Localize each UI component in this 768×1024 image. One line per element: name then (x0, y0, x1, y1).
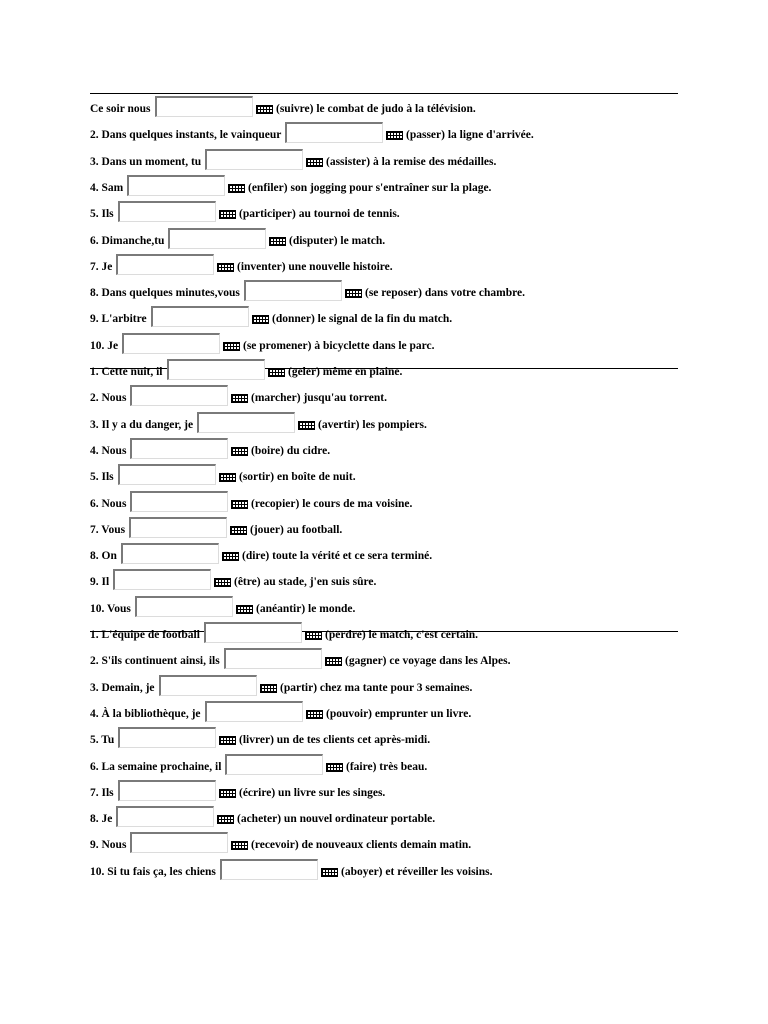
answer-input[interactable] (225, 754, 323, 775)
sentence-end: (geler) même en plaine. (288, 366, 403, 378)
answer-input[interactable] (116, 806, 214, 827)
sentence-end: (boire) du cidre. (251, 444, 331, 457)
exercise-row (90, 726, 690, 750)
answer-input[interactable] (116, 254, 214, 275)
sentence-start: 5. Tu (90, 734, 115, 747)
answer-input[interactable] (155, 96, 253, 117)
exercise-row (90, 568, 690, 592)
exercise-row (90, 227, 690, 251)
sentence-start: 4. Sam (90, 181, 124, 194)
sentence-end: (recopier) le cours de ma voisine. (251, 497, 413, 510)
exercise-row (90, 358, 690, 382)
sentence-start: 8. Dans quelques minutes,vous (90, 287, 240, 300)
sentence-end: (acheter) un nouvel ordinateur portable. (237, 813, 436, 826)
answer-input[interactable] (130, 438, 228, 459)
exercise-row (90, 253, 690, 277)
keyboard-icon[interactable] (298, 421, 315, 430)
sentence-end: (gagner) ce voyage dans les Alpes. (345, 655, 511, 668)
sentence-start: 5. Ils (90, 208, 114, 221)
sentence-start: 7. Vous (90, 523, 126, 536)
sentence-start: Ce soir nous (90, 103, 151, 115)
keyboard-icon[interactable] (217, 815, 234, 824)
keyboard-icon[interactable] (252, 315, 269, 324)
sentence-end: (assister) à la remise des médailles. (326, 155, 497, 168)
keyboard-icon[interactable] (230, 526, 247, 535)
sentence-start: 2. Dans quelques instants, le vainqueur (90, 129, 282, 142)
keyboard-icon[interactable] (219, 736, 236, 745)
sentence-end: (aboyer) et réveiller les voisins. (341, 865, 493, 878)
answer-input[interactable] (197, 412, 295, 433)
exercise-row (90, 516, 690, 540)
sentence-end: (se promener) à bicyclette dans le parc. (243, 339, 435, 352)
sentence-start: 7. Ils (90, 786, 114, 799)
exercise-row (90, 305, 690, 329)
answer-input[interactable] (151, 306, 249, 327)
sentence-start: 3. Il y a du danger, je (90, 418, 194, 431)
sentence-end: (donner) le signal de la fin du match. (272, 313, 453, 326)
answer-input[interactable] (118, 201, 216, 222)
exercise-row (90, 174, 690, 198)
keyboard-icon[interactable] (231, 447, 248, 456)
keyboard-icon[interactable] (306, 158, 323, 167)
exercise-row (90, 437, 690, 461)
sentence-start: 9. Nous (90, 839, 127, 852)
exercise-row (90, 200, 690, 224)
answer-input[interactable] (121, 543, 219, 564)
keyboard-icon[interactable] (223, 342, 240, 351)
sentence-start: 10. Vous (90, 602, 131, 615)
sentence-end: (pouvoir) emprunter un livre. (326, 707, 472, 720)
exercise-row (90, 542, 690, 566)
sentence-end: (disputer) le match. (289, 234, 386, 247)
answer-input[interactable] (204, 622, 302, 643)
sentence-start: 3. Dans un moment, tu (90, 155, 202, 168)
sentence-end: (écrire) un livre sur les singes. (239, 786, 386, 799)
answer-input[interactable] (205, 149, 303, 170)
sentence-end: (passer) la ligne d'arrivée. (406, 129, 534, 142)
sentence-end: (avertir) les pompiers. (318, 418, 427, 431)
exercise-row (90, 463, 690, 487)
keyboard-icon[interactable] (236, 605, 253, 614)
exercise-row (90, 621, 690, 645)
keyboard-icon[interactable] (219, 210, 236, 219)
sentence-end: (partir) chez ma tante pour 3 semaines. (280, 681, 473, 694)
sentence-end: (livrer) un de tes clients cet après-midi. (239, 734, 431, 747)
keyboard-icon[interactable] (256, 105, 273, 114)
sentence-start: 9. Il (90, 576, 110, 589)
answer-input[interactable] (118, 780, 216, 801)
sentence-start: 10. Je (90, 339, 119, 352)
sentence-start: 5. Ils (90, 471, 114, 484)
sentence-end: (anéantir) le monde. (256, 602, 356, 615)
sentence-end: (suivre) le combat de judo à la télévision. (276, 103, 476, 115)
keyboard-icon[interactable] (325, 657, 342, 666)
sentence-end: (sortir) en boîte de nuit. (239, 471, 356, 484)
keyboard-icon[interactable] (260, 684, 277, 693)
answer-input[interactable] (118, 464, 216, 485)
sentence-end: (enfiler) son jogging pour s'entraîner sur la plage. (248, 181, 492, 194)
exercise-row (90, 674, 690, 698)
sentence-start: 8. On (90, 550, 117, 563)
sentence-end: (faire) très beau. (346, 760, 428, 773)
answer-input[interactable] (129, 517, 227, 538)
exercise-row (90, 490, 690, 514)
keyboard-icon[interactable] (326, 763, 343, 772)
answer-input[interactable] (224, 648, 322, 669)
answer-input[interactable] (244, 280, 342, 301)
exercise-row (90, 279, 690, 303)
answer-input[interactable] (130, 491, 228, 512)
section-divider (90, 93, 678, 94)
exercise-row (90, 384, 690, 408)
answer-input[interactable] (159, 675, 257, 696)
exercise-row (90, 647, 690, 671)
exercise-row (90, 411, 690, 435)
answer-input[interactable] (205, 701, 303, 722)
sentence-start: 3. Demain, je (90, 681, 155, 694)
sentence-end: (jouer) au football. (250, 523, 343, 536)
sentence-start: 6. La semaine prochaine, il (90, 760, 222, 773)
keyboard-icon[interactable] (345, 289, 362, 298)
exercise-row (90, 148, 690, 172)
sentence-start: 9. L'arbitre (90, 313, 147, 326)
answer-input[interactable] (167, 359, 265, 380)
exercise-row (90, 858, 690, 882)
exercise-row (90, 121, 690, 145)
sentence-start: 8. Je (90, 813, 113, 826)
exercise-row (90, 332, 690, 356)
keyboard-icon[interactable] (214, 578, 231, 587)
sentence-start: 1. L'équipe de football (90, 629, 200, 641)
keyboard-icon[interactable] (219, 473, 236, 482)
answer-input[interactable] (285, 122, 383, 143)
keyboard-icon[interactable] (231, 394, 248, 403)
answer-input[interactable] (113, 569, 211, 590)
keyboard-icon[interactable] (228, 184, 245, 193)
keyboard-icon[interactable] (305, 631, 322, 640)
keyboard-icon[interactable] (222, 552, 239, 561)
sentence-end: (dire) toute la vérité et ce sera terminé. (242, 550, 433, 563)
answer-input[interactable] (127, 175, 225, 196)
sentence-end: (se reposer) dans votre chambre. (365, 287, 526, 300)
answer-input[interactable] (130, 385, 228, 406)
sentence-end: (marcher) jusqu'au torrent. (251, 392, 387, 405)
exercise-row (90, 779, 690, 803)
answer-input[interactable] (130, 832, 228, 853)
exercise-row (90, 700, 690, 724)
keyboard-icon[interactable] (321, 868, 338, 877)
sentence-start: 2. Nous (90, 392, 127, 405)
exercise-row (90, 805, 690, 829)
sentence-start: 4. À la bibliothèque, je (90, 707, 201, 720)
sentence-start: 7. Je (90, 260, 113, 273)
sentence-start: 10. Si tu fais ça, les chiens (90, 865, 216, 878)
sentence-start: 6. Nous (90, 497, 127, 510)
keyboard-icon[interactable] (269, 237, 286, 246)
answer-input[interactable] (168, 228, 266, 249)
sentence-end: (perdre) le match, c'est certain. (325, 629, 479, 641)
sentence-end: (participer) au tournoi de tennis. (239, 208, 400, 221)
keyboard-icon[interactable] (306, 710, 323, 719)
sentence-start: 2. S'ils continuent ainsi, ils (90, 655, 220, 668)
sentence-end: (inventer) une nouvelle histoire. (237, 260, 393, 273)
keyboard-icon[interactable] (217, 263, 234, 272)
sentence-start: 4. Nous (90, 444, 127, 457)
exercise-row (90, 831, 690, 855)
exercise-row (90, 595, 690, 619)
keyboard-icon[interactable] (231, 841, 248, 850)
keyboard-icon[interactable] (231, 500, 248, 509)
sentence-end: (recevoir) de nouveaux clients demain matin. (251, 839, 472, 852)
answer-input[interactable] (122, 333, 220, 354)
answer-input[interactable] (118, 727, 216, 748)
sentence-start: 6. Dimanche,tu (90, 234, 165, 247)
answer-input[interactable] (135, 596, 233, 617)
keyboard-icon[interactable] (219, 789, 236, 798)
keyboard-icon[interactable] (386, 131, 403, 140)
sentence-end: (être) au stade, j'en suis sûre. (234, 576, 377, 589)
answer-input[interactable] (220, 859, 318, 880)
exercise-row (90, 95, 690, 119)
sentence-start: 1. Cette nuit, il (90, 366, 163, 378)
keyboard-icon[interactable] (268, 368, 285, 377)
exercise-row (90, 753, 690, 777)
